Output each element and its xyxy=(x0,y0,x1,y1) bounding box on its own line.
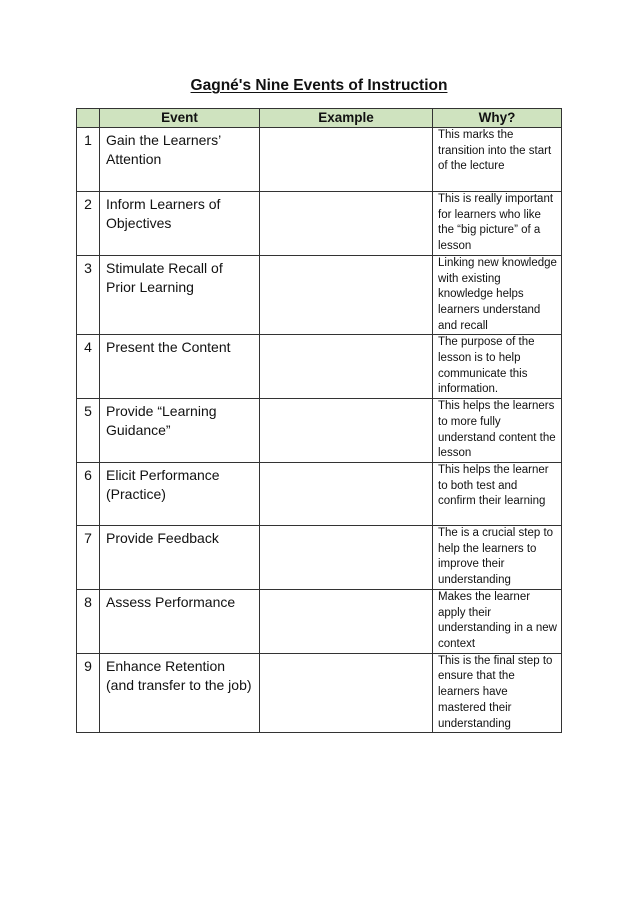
row-example xyxy=(260,399,433,463)
row-number: 7 xyxy=(77,525,100,589)
table-row xyxy=(77,462,562,525)
row-why: The purpose of the lesson is to help communicate this information. xyxy=(433,335,562,399)
row-example xyxy=(260,192,433,256)
row-event: Stimulate Recall of Prior Learning xyxy=(100,255,260,335)
page-title: Gagné's Nine Events of Instruction xyxy=(190,77,448,94)
row-number: 3 xyxy=(77,255,100,335)
header-number xyxy=(77,109,100,128)
table-header-row xyxy=(77,109,562,128)
row-event: Gain the Learners’ Attention xyxy=(100,128,260,192)
table-row xyxy=(77,128,562,192)
row-example xyxy=(260,462,433,525)
events-table xyxy=(76,108,562,733)
row-number: 6 xyxy=(77,462,100,525)
row-event: Provide “Learning Guidance” xyxy=(100,399,260,463)
table-row xyxy=(77,192,562,256)
row-number: 4 xyxy=(77,335,100,399)
row-event: Assess Performance xyxy=(100,589,260,653)
row-why: The is a crucial step to help the learners to improve their understanding xyxy=(433,525,562,589)
row-example xyxy=(260,335,433,399)
row-number: 2 xyxy=(77,192,100,256)
row-example xyxy=(260,589,433,653)
table-row xyxy=(77,335,562,399)
header-example: Example xyxy=(260,109,433,128)
row-why: This helps the learners to more fully understand content the lesson xyxy=(433,399,562,463)
row-why: Linking new knowledge with existing knowledge helps learners understand and recall xyxy=(433,255,562,335)
row-number: 9 xyxy=(77,653,100,733)
row-number: 8 xyxy=(77,589,100,653)
table-row xyxy=(77,525,562,589)
row-example xyxy=(260,525,433,589)
row-number: 5 xyxy=(77,399,100,463)
row-number: 1 xyxy=(77,128,100,192)
row-example xyxy=(260,255,433,335)
row-example xyxy=(260,653,433,733)
header-event: Event xyxy=(100,109,260,128)
row-why: This helps the learner to both test and confirm their learning xyxy=(433,462,562,525)
row-example xyxy=(260,128,433,192)
row-event: Present the Content xyxy=(100,335,260,399)
table-row xyxy=(77,653,562,733)
row-event: Enhance Retention (and transfer to the job) xyxy=(100,653,260,733)
table-row xyxy=(77,255,562,335)
row-why: Makes the learner apply their understanding in a new context xyxy=(433,589,562,653)
row-why: This marks the transition into the start of the lecture xyxy=(433,128,562,192)
table-row xyxy=(77,399,562,463)
row-event: Inform Learners of Objectives xyxy=(100,192,260,256)
row-event: Elicit Performance (Practice) xyxy=(100,462,260,525)
header-why: Why? xyxy=(433,109,562,128)
row-why: This is really important for learners who like the “big picture” of a lesson xyxy=(433,192,562,256)
row-event: Provide Feedback xyxy=(100,525,260,589)
row-why: This is the final step to ensure that the learners have mastered their understanding xyxy=(433,653,562,733)
table-row xyxy=(77,589,562,653)
